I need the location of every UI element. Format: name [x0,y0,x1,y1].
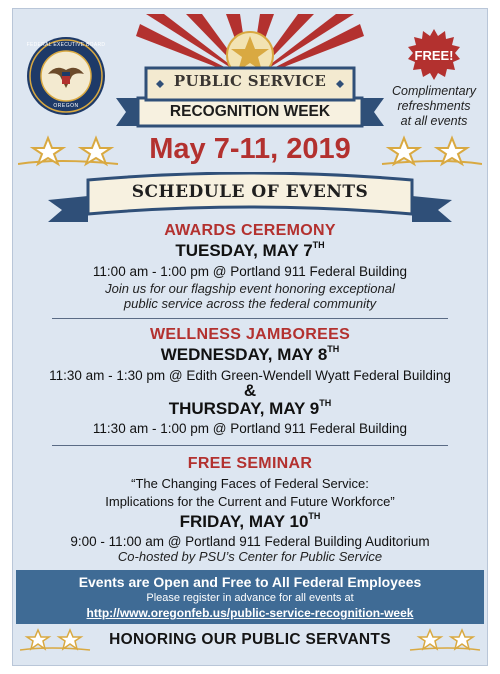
seminar-day: FRIDAY, MAY 10TH [179,511,321,531]
footer-headline: Events are Open and Free to All Federal Employees [78,574,422,590]
title-line-1: PUBLIC SERVICE [173,72,327,90]
divider [52,318,448,319]
awards-description-2: public service across the federal community [123,296,377,311]
footer-register-note: Please register in advance for all events at [146,592,354,604]
registration-link[interactable]: http://www.oregonfeb.us/public-service-recognition-week [86,606,414,620]
seminar-heading: FREE SEMINAR [187,455,313,472]
wellness-day-1: WEDNESDAY, MAY 8TH [160,344,340,364]
title-line-2: RECOGNITION WEEK [169,103,331,120]
seminar-time: 9:00 - 11:00 am @ Portland 911 Federal Building Auditorium [70,534,430,549]
wellness-heading: WELLNESS JAMBOREES [149,326,351,343]
awards-description-1: Join us for our flagship event honoring exceptional [105,281,395,296]
awards-time: 11:00 am - 1:00 pm @ Portland 911 Federal Building [92,264,408,279]
left-stars-icon [18,134,128,170]
refreshments-line-2: refreshments [397,99,471,113]
free-label: FREE! [414,47,454,63]
refreshments-line-3: at all events [400,114,468,128]
footer-right-stars-icon [408,628,480,654]
refreshments-line-1: Complimentary [391,84,477,98]
free-badge [407,28,461,82]
event-dates: May 7-11, 2019 [149,133,351,165]
seal-top-text: FEDERAL EXECUTIVE BOARD [26,42,106,48]
honoring-tagline: HONORING OUR PUBLIC SERVANTS [109,631,391,648]
awards-heading: AWARDS CEREMONY [164,222,336,239]
wellness-time-2: 11:30 am - 1:00 pm @ Portland 911 Federal Building [92,421,408,436]
divider [52,445,448,446]
footer-left-stars-icon [20,628,92,654]
wellness-day-2: THURSDAY, MAY 9TH [168,398,332,418]
refreshments-note [382,84,486,129]
seal-bottom-text: OREGON [53,103,79,109]
right-stars-icon [372,134,482,170]
seminar-cohost: Co-hosted by PSU’s Center for Public Service [117,549,383,564]
schedule-heading: SCHEDULE OF EVENTS [131,182,369,202]
wellness-time-1: 11:30 am - 1:30 pm @ Edith Green-Wendell Wyatt Federal Building [49,368,451,383]
ampersand: & [243,381,257,400]
seminar-title-2: Implications for the Current and Future Workforce” [105,494,395,509]
awards-day: TUESDAY, MAY 7TH [175,240,325,260]
seminar-title-1: “The Changing Faces of Federal Service: [131,476,369,491]
